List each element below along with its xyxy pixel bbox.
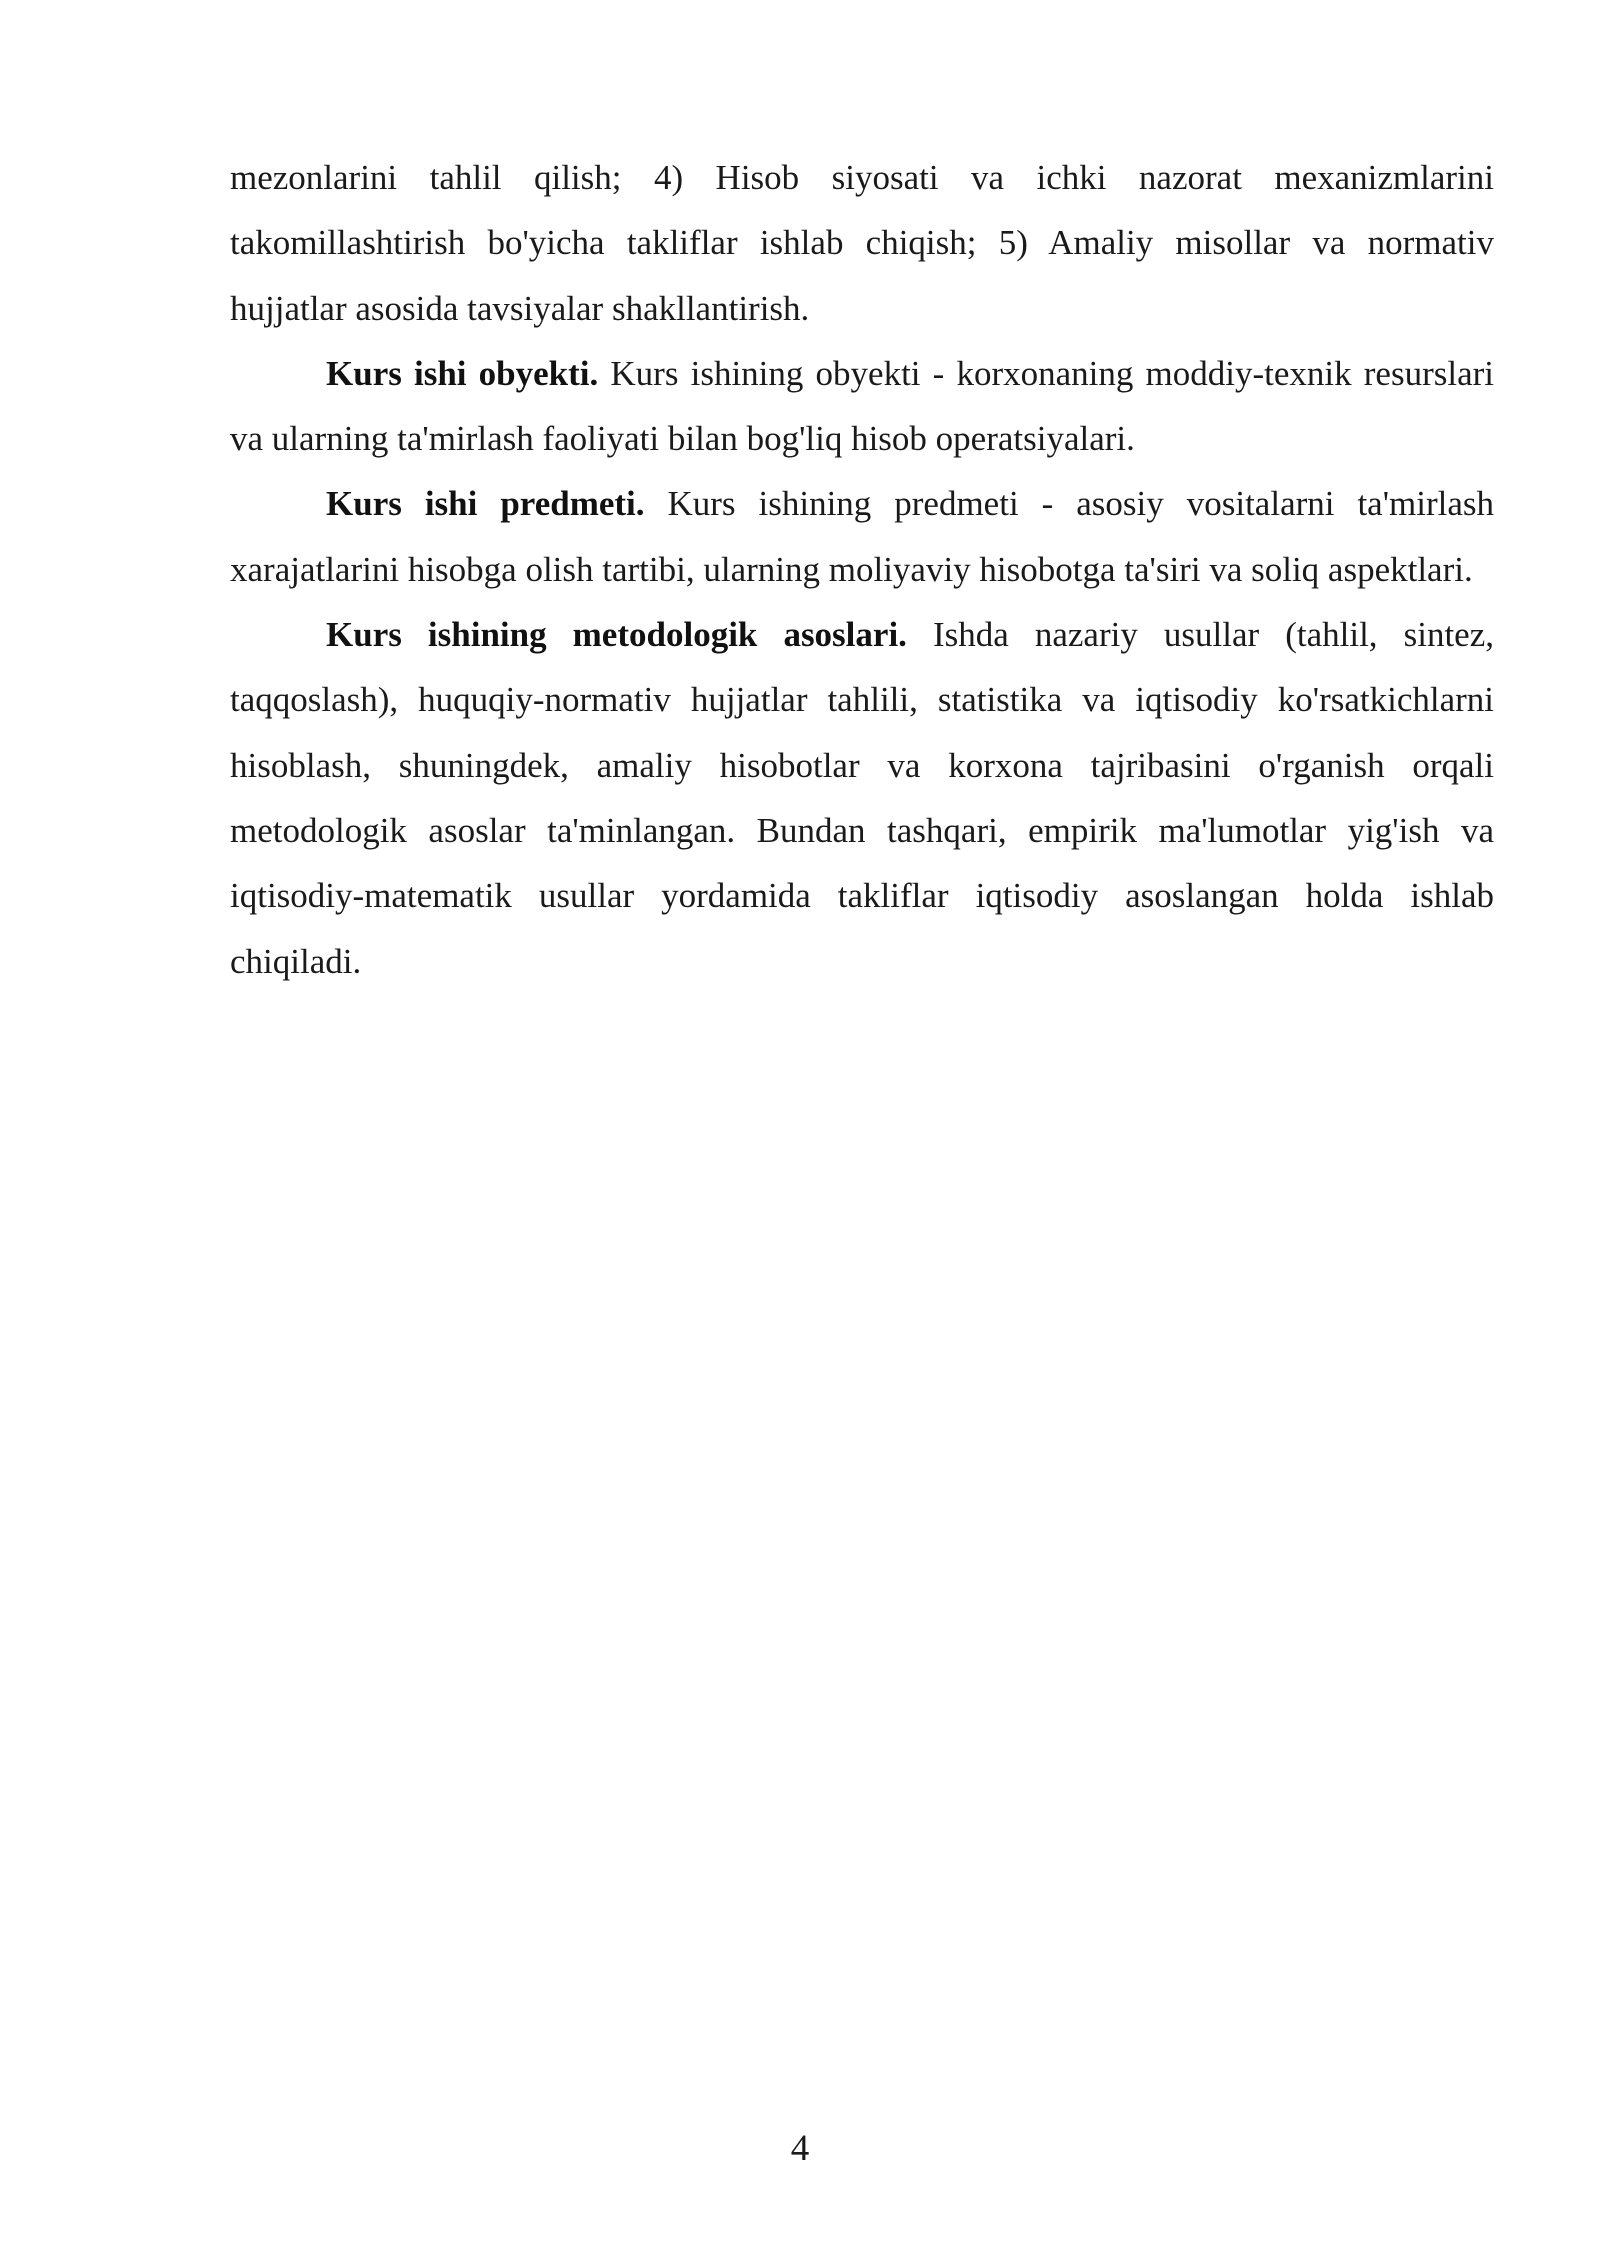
- section-subject-heading: Kurs ishi predmeti.: [326, 484, 645, 524]
- section-subject-paragraph: [230, 471, 1494, 602]
- section-methodology-paragraph: [230, 602, 1494, 994]
- section-methodology-text: Ishda nazariy usullar (tahlil, sintez, taqqoslash), huquqiy-normativ hujjatlar tahlili, statistika va iqtisodiy ko'rsatkichlarni hisoblash, shuningdek, amaliy hisobotlar va korxona tajribasini o'rganish orqali metodologik asoslar ta'minlangan. Bundan tashqari, empirik ma'lumotlar yig'ish va iqtisodiy-matematik usullar yordamida takliflar iqtisodiy asoslangan holda ishlab chiqiladi.: [230, 615, 1495, 981]
- page-number: 4: [790, 2128, 810, 2169]
- intro-paragraph: mezonlarini tahlil qilish; 4) Hisob siyosati va ichki nazorat mexanizmlarini takomillashtirish bo'yicha takliflar ishlab chiqish; 5) Amaliy misollar va normativ hujjatlar asosida tavsiyalar shakllantirish.: [230, 158, 1494, 328]
- section-subject-text: Kurs ishining predmeti - asosiy vositalarni ta'mirlash xarajatlarini hisobga olish tartibi, ularning moliyaviy hisobotga ta'siri va soliq aspektlari.: [230, 484, 1494, 589]
- page-body: [230, 145, 1494, 994]
- section-object-heading: Kurs ishi obyekti.: [326, 353, 599, 393]
- section-object-text: Kurs ishining obyekti - korxonaning moddiy-texnik resurslari va ularning ta'mirlash faoliyati bilan bog'liq hisob operatsiyalari.: [230, 353, 1494, 459]
- section-object-paragraph: [230, 341, 1494, 472]
- section-methodology-heading: Kurs ishining metodologik asoslari.: [326, 615, 907, 655]
